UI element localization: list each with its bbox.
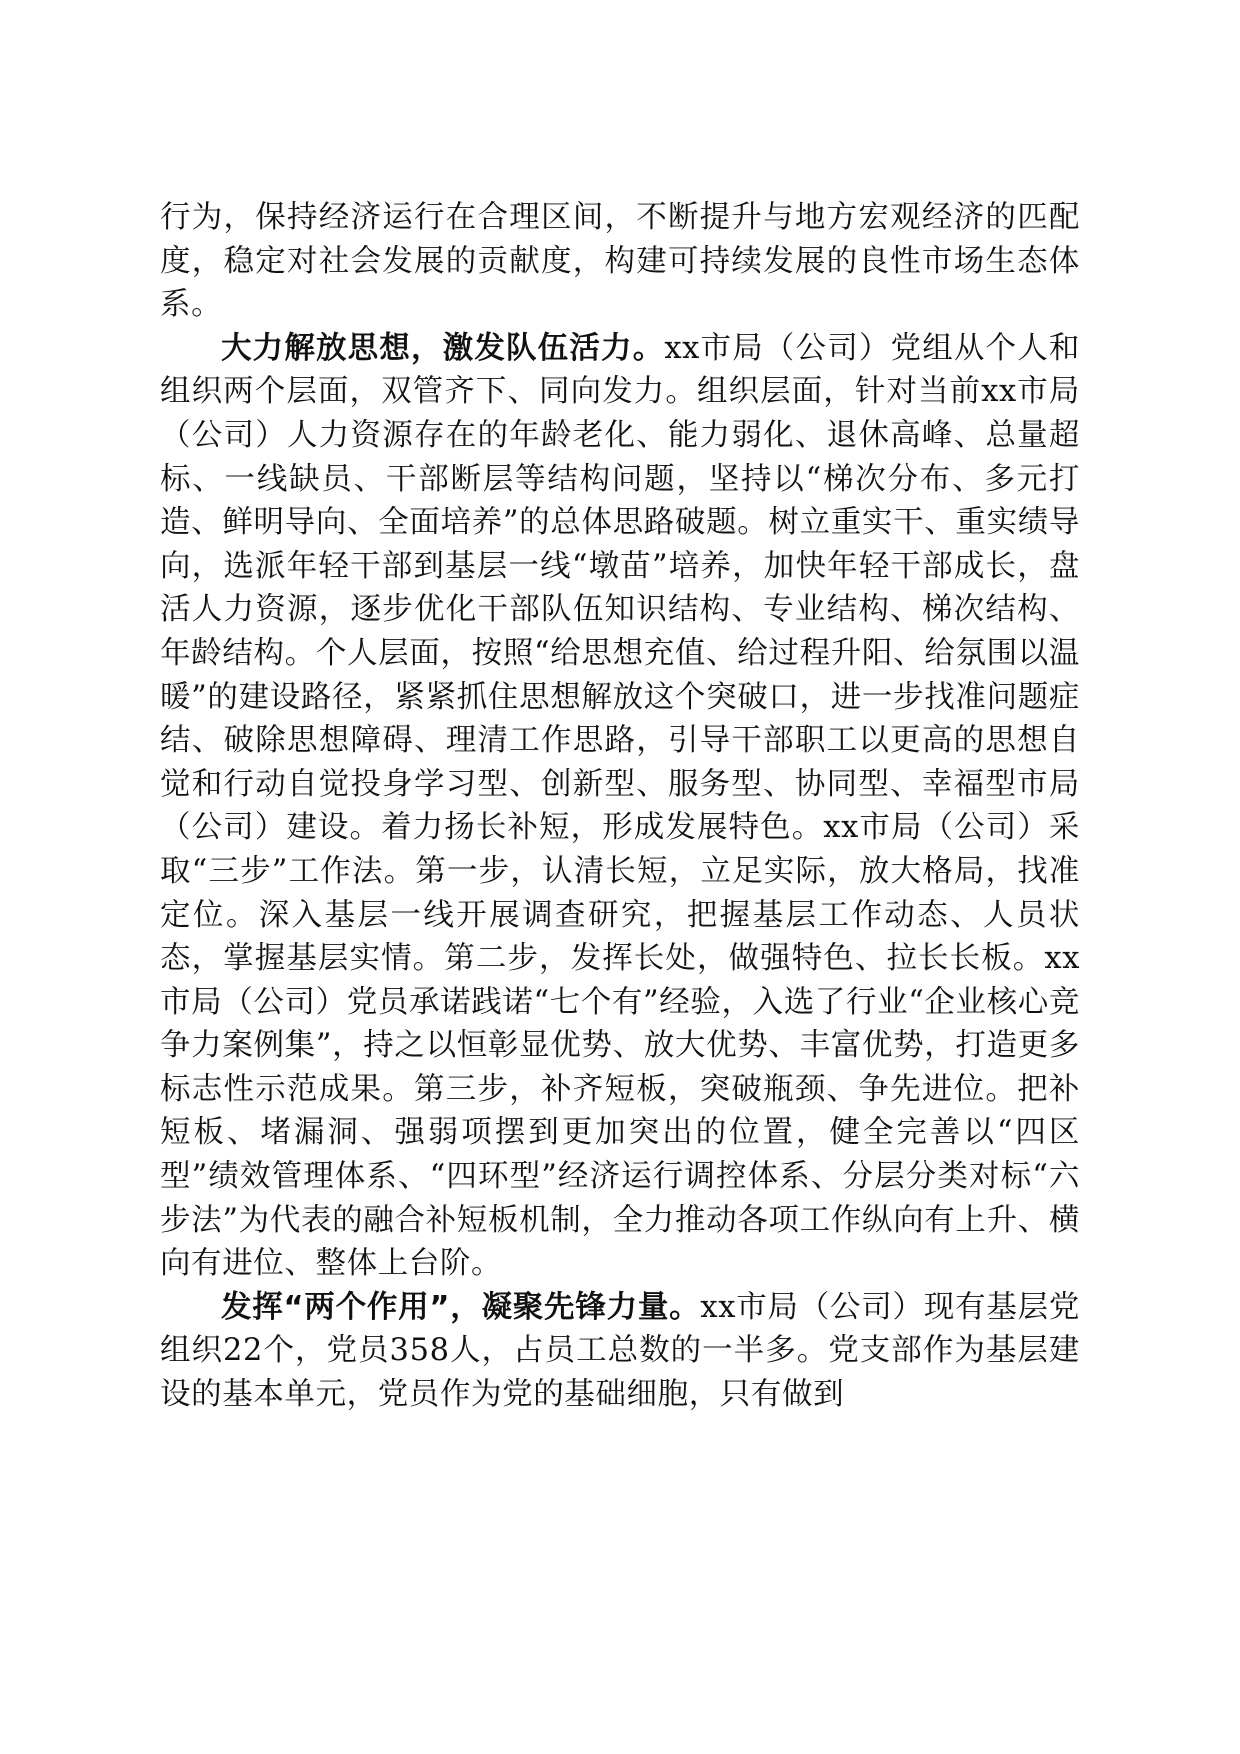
paragraph-2 [160, 327, 1080, 1286]
paragraph-3-heading: 发挥“两个作用”，凝聚先锋力量。 [221, 1289, 701, 1325]
paragraph-2-heading: 大力解放思想，激发队伍活力。 [221, 330, 665, 366]
document-page [160, 196, 1080, 1417]
paragraph-3-text: xx市局（公司）现有基层党组织22个，党员358人，占员工总数的一半多。党支部作为基层建设的基本单元，党员作为党的基础细胞，只有做到 [160, 1289, 1080, 1413]
paragraph-2-text: xx市局（公司）党组从个人和组织两个层面，双管齐下、同向发力。组织层面，针对当前xx市局（公司）人力资源存在的年龄老化、能力弱化、退休高峰、总量超标、一线缺员、干部断层等结构问题，坚持以“梯次分布、多元打造、鲜明导向、全面培养”的总体思路破题。树立重实干、重实绩导向，选派年轻干部到基层一线“墩苗”培养，加快年轻干部成长，盘活人力资源，逐步优化干部队伍知识结构、专业结构、梯次结构、年龄结构。个人层面，按照“给思想充值、给过程升阳、给氛围以温暖”的建设路径，紧紧抓住思想解放这个突破口，进一步找准问题症结、破除思想障碍、理清工作思路，引导干部职工以更高的思想自觉和行动自觉投身学习型、创新型、服务型、协同型、幸福型市局（公司）建设。着力扬长补短，形成发展特色。xx市局（公司）采取“三步”工作法。第一步，认清长短，立足实际，放大格局，找准定位。深入基层一线开展调查研究，把握基层工作动态、人员状态，掌握基层实情。第二步，发挥长处，做强特色、拉长长板。xx市局（公司）党员承诺践诺“七个有”经验，入选了行业“企业核心竞争力案例集”，持之以恒彰显优势、放大优势、丰富优势，打造更多标志性示范成果。第三步，补齐短板，突破瓶颈、争先进位。把补短板、堵漏洞、强弱项摆到更加突出的位置，健全完善以“四区型”绩效管理体系、“四环型”经济运行调控体系、分层分类对标“六步法”为代表的融合补短板机制，全力推动各项工作纵向有上升、横向有进位、整体上台阶。 [160, 330, 1080, 1282]
paragraph-3 [160, 1286, 1080, 1417]
paragraph-1 [160, 196, 1080, 327]
paragraph-1-text: 行为，保持经济运行在合理区间，不断提升与地方宏观经济的匹配度，稳定对社会发展的贡献度，构建可持续发展的良性市场生态体系。 [160, 200, 1080, 323]
